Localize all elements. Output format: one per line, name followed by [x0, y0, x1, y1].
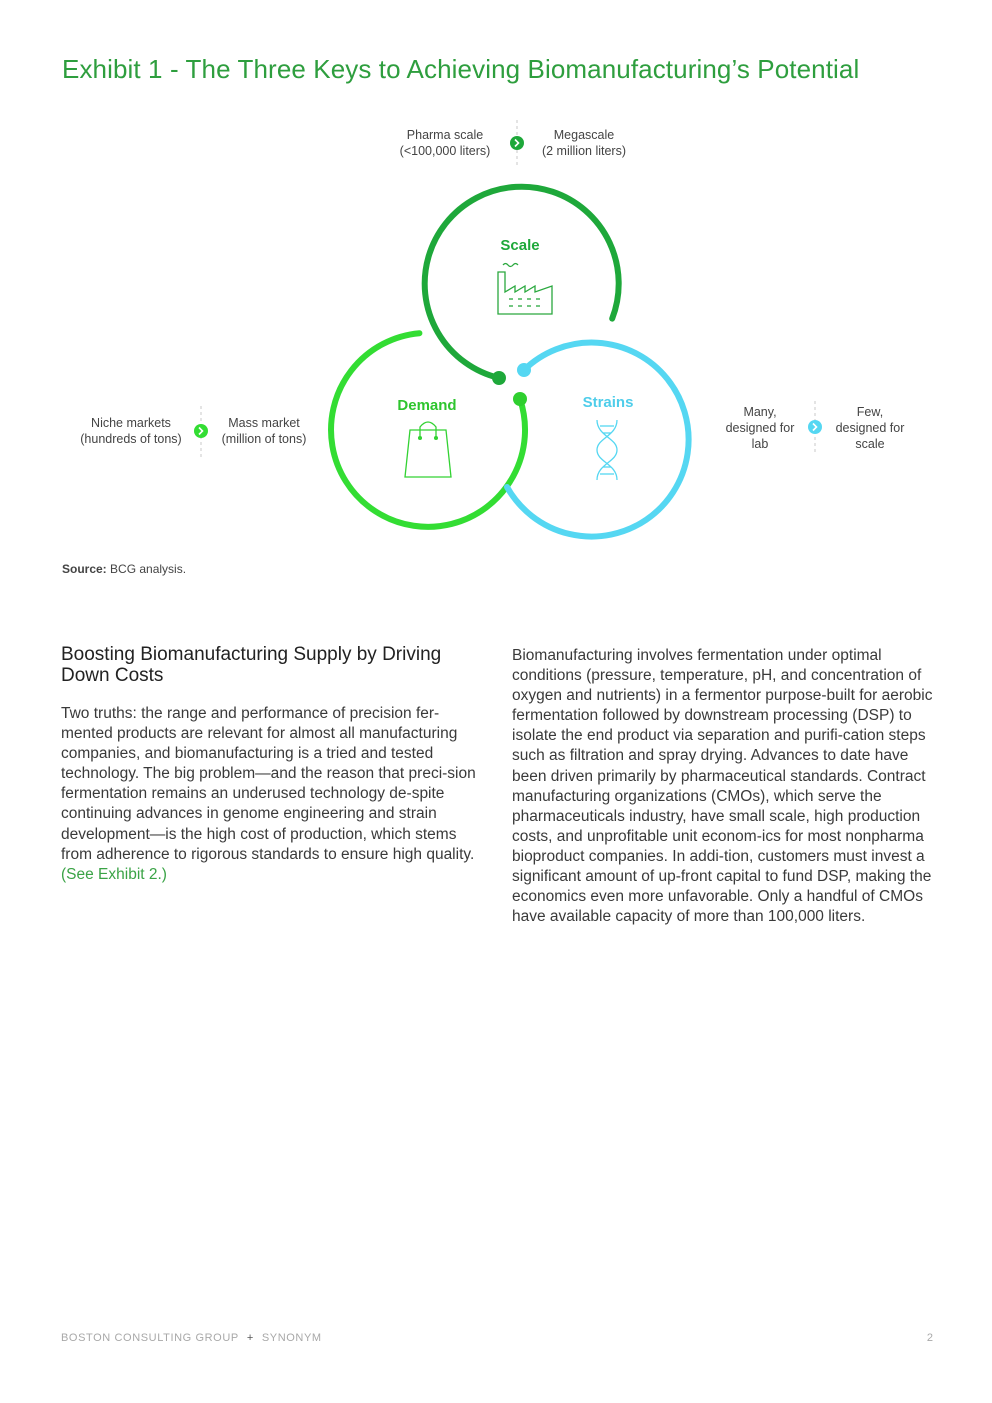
footer-company: BOSTON CONSULTING GROUP [61, 1332, 239, 1344]
scale-to-line2: (2 million liters) [541, 144, 627, 158]
strains-to-line2: designed for [835, 421, 905, 435]
strains-circle [507, 343, 689, 537]
scale-to-line1: Megascale [553, 128, 615, 142]
three-keys-diagram [0, 110, 992, 550]
section-heading: Boosting Biomanufacturing Supply by Driving Down Costs [61, 644, 442, 686]
scale-label: Scale [500, 237, 540, 254]
left-column [61, 644, 485, 885]
exhibit-title: Exhibit 1 - The Three Keys to Achieving Biomanufacturing’s Potential [62, 54, 860, 84]
scale-endpoint-dot [492, 371, 506, 385]
footer-separator: + [246, 1332, 254, 1344]
scale-arrow-icon [510, 136, 524, 150]
see-exhibit-2-link[interactable]: (See Exhibit 2.) [61, 865, 167, 883]
dna-icon [597, 420, 617, 480]
strains-arrow-icon [808, 420, 822, 434]
scale-circle [425, 187, 619, 378]
demand-from-line1: Niche markets [91, 416, 171, 430]
strains-label: Strains [582, 394, 634, 411]
right-paragraph: Biomanufacturing involves fermentation under optimal conditions (pressure, temperature, pH, and concentration of oxygen and nutrients) in a fermentor purpose-built for aerobic fermentation followed by downstream processing (DSP) to isolate the end product via separation and purifi-cation steps such as filtration and spray drying. Advances to date have been driven primarily by pharmaceutical standards. Contract manufacturing organizations (CMOs), which serve the pharmaceuticals industry, have small scale, high production costs, and unprofitable unit econom-ics for most nonpharma bioproduct companies. In addi-tion, customers must invest a significant amount of up-front capital to fund DSP, making the economics even more unfavorable. Only a handful of CMOs have available capacity of more than 100,000 liters. [512, 647, 933, 926]
demand-arrow-icon [194, 424, 208, 438]
page-number: 2 [926, 1332, 933, 1344]
scale-from-line1: Pharma scale [406, 128, 484, 142]
strains-to-line1: Few, [856, 405, 884, 419]
left-paragraph [61, 704, 485, 885]
strains-from-line3: lab [751, 437, 769, 451]
right-column [512, 644, 936, 927]
strains-from-line2: designed for [725, 421, 795, 435]
left-paragraph-text: Two truths: the range and performance of precision fer-mented products are relevant for almost all manufacturing companies, and biomanufacturing is a tried and tested technology. The big problem—and the reason that preci-sion fermentation remains an underused technology de-spite continuing advances in genome engineering and strain development—is the high cost of production, which stems from adherence to rigorous standards to ensure high quality. [61, 705, 476, 863]
demand-to-line1: Mass market [228, 416, 300, 430]
demand-label: Demand [397, 397, 457, 414]
strains-to-line3: scale [855, 437, 885, 451]
source-note [62, 562, 186, 576]
demand-to-line2: (million of tons) [221, 432, 307, 446]
strains-endpoint-dot [517, 363, 531, 377]
source-text: BCG analysis. [110, 562, 187, 576]
shopping-bag-icon [405, 422, 451, 477]
factory-icon [498, 264, 552, 315]
footer-partner: SYNONYM [261, 1332, 322, 1344]
demand-from-line2: (hundreds of tons) [80, 432, 182, 446]
scale-from-line2: (<100,000 liters) [399, 144, 491, 158]
demand-endpoint-dot [513, 392, 527, 406]
page-footer [61, 1332, 933, 1344]
strains-from-line1: Many, [743, 405, 777, 419]
source-label: Source: [62, 562, 107, 576]
